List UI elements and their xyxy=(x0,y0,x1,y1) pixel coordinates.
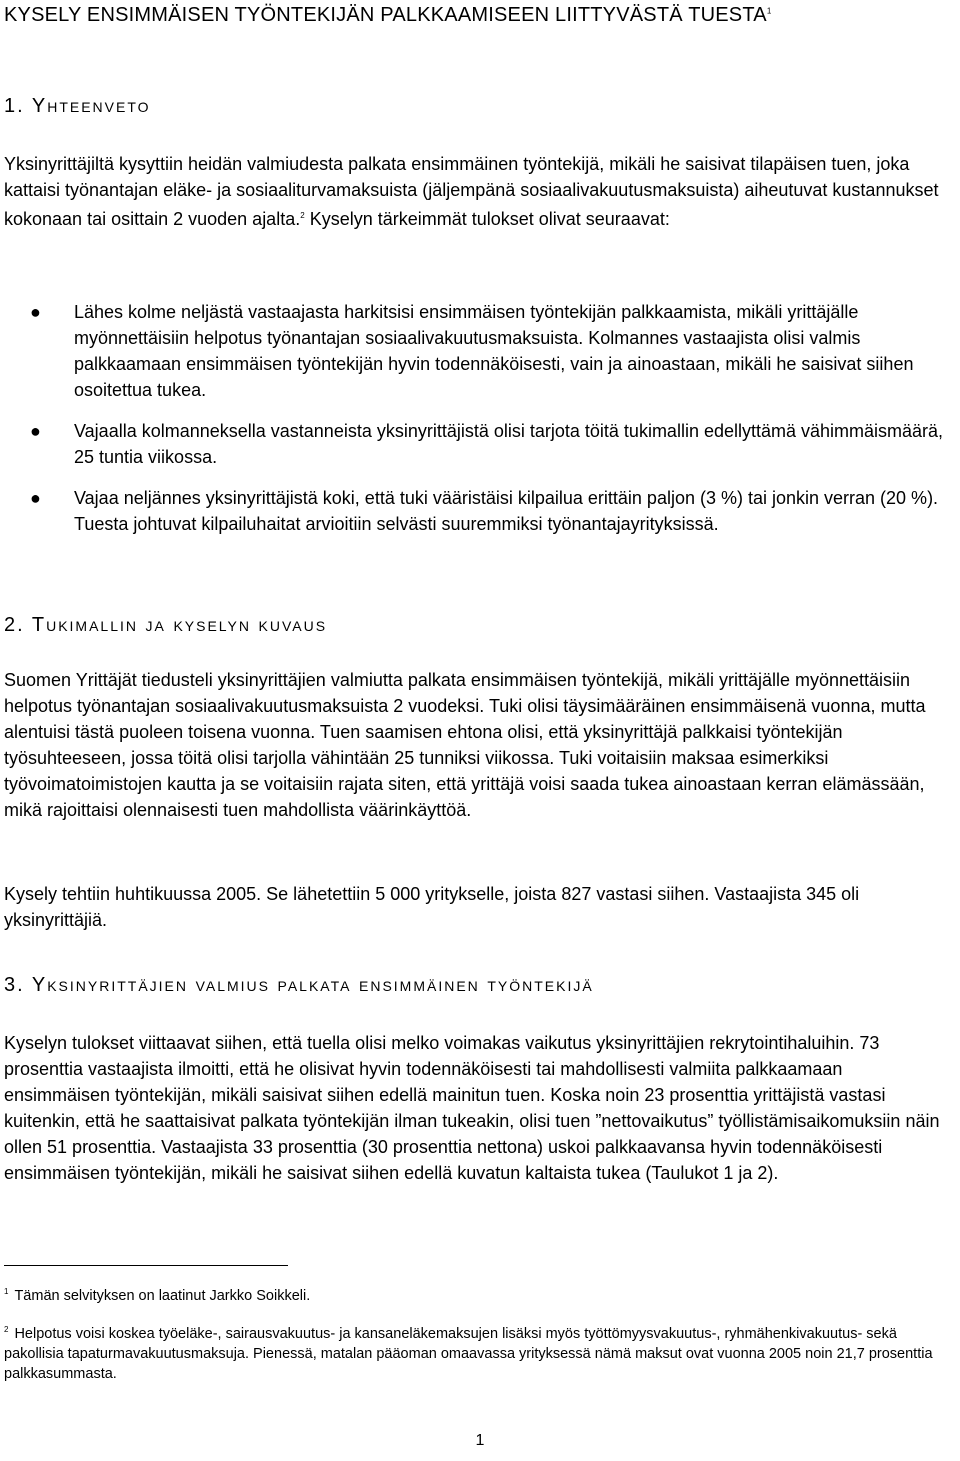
section-2-paragraph-2: Kysely tehtiin huhtikuussa 2005. Se lähetettiin 5 000 yritykselle, joista 827 vastasi siihen. Vastaajista 345 oli yksinyrittäjiä. xyxy=(4,884,860,930)
document-title-text: KYSELY ENSIMMÄISEN TYÖNTEKIJÄN PALKKAAMISEEN LIITTYVÄSTÄ TUESTA xyxy=(4,4,767,26)
footnote-1-text: Tämän selvityksen on laatinut Jarkko Soikkeli. xyxy=(14,1287,311,1304)
footnote-separator xyxy=(4,1265,288,1266)
footnote-2-number: 2 xyxy=(4,1325,9,1334)
document-title xyxy=(4,4,771,27)
summary-bullet-3 xyxy=(0,485,956,537)
page-number: 1 xyxy=(475,1432,485,1449)
title-footnote-marker: 1 xyxy=(766,6,772,16)
summary-bullet-1 xyxy=(0,299,956,403)
bullet-icon: ● xyxy=(30,421,41,441)
section-3-heading: 3. Yksinyrittäjien valmius palkata ensimmäinen työntekijä xyxy=(4,974,594,996)
summary-bullet-1-text: Lähes kolme neljästä vastaajasta harkitsisi ensimmäisen työntekijän palkkaamista, mikäli yrittäjälle myönnettäisiin helpotus työnantajan sosiaalivakuutusmaksuista. Kolmannes vastaajista olisi valmis palkkaamaan ensimmäisen työntekijän hyvin todennäköisesti, vain ja ainoastaan, mikäli he saisivat siihen osoitettua tukea. xyxy=(74,302,914,400)
section-2-heading: 2. Tukimallin ja kyselyn kuvaus xyxy=(4,614,328,636)
section-3-paragraph-1: Kyselyn tulokset viittaavat siihen, että tuella olisi melko voimakas vaikutus yksinyrittäjien rekrytointihaluihin. 73 prosenttia vastaajista ilmoitti, että he olisivat hyvin todennäköisesti tai mahdollisesti valmiita palkkaamaan ensimmäisen työntekijän, mikäli saisivat siihen edellä mainitun tuen. Koska noin 23 prosenttia yrittäjistä vastasi kuitenkin, että he saattaisivat palkata työntekijän ilman tukeakin, olisi tuen ”nettovaikutus” työllistämisaikomuksiin näin ollen 51 prosenttia. Vastaajista 33 prosenttia (30 prosenttia nettona) uskoi palkkaavansa hyvin todennäköisesti ensimmäisen työntekijän, mikäli he saisivat siihen edellä kuvatun kaltaista tukea (Taulukot 1 ja 2). xyxy=(4,1033,940,1183)
bullet-icon: ● xyxy=(30,302,41,322)
footnote-1-number: 1 xyxy=(4,1287,9,1296)
summary-bullet-2 xyxy=(0,418,956,470)
summary-bullet-2-text: Vajaalla kolmanneksella vastanneista yksinyrittäjistä olisi tarjota töitä tukimallin edellyttämä vähimmäismäärä, 25 tuntia viikossa. xyxy=(74,421,944,467)
section-2-paragraph-1: Suomen Yrittäjät tiedusteli yksinyrittäjien valmiutta palkata ensimmäisen työntekijä, mikäli yrittäjälle myönnettäisiin helpotus työnantajan sosiaalivakuutusmaksuista 2 vuodeksi. Tuki olisi täysimääräinen ensimmäisenä vuonna, mutta alentuisi tästä puoleen toisena vuonna. Tuen saamisen ehtona olisi, että yksinyrittäjä palkkaisi työntekijän työsuhteeseen, jossa töitä olisi tarjolla vähintään 25 tunniksi viikossa. Tuki voitaisiin maksaa esimerkiksi työvoimatoimistojen kautta ja se voitaisiin rajata siten, että yrittäjä voisi saada tukea ainoastaan kerran elämässään, mikä rajoittaisi olennaisesti tuen mahdollista väärinkäyttöä. xyxy=(4,670,926,820)
footnote-2 xyxy=(4,1320,952,1384)
footnote-2-text: Helpotus voisi koskea työeläke-, sairausvakuutus- ja kansaneläkemaksujen lisäksi myös työttömyysvakuutus-, ryhmähenkivakuutus- sekä pakollisia tapaturmavakuutusmaksuja. Pienessä, matalan pääoman omaavassa yrityksessä nämä maksut ovat vuonna 2005 noin 21,7 prosenttia palkkasummasta. xyxy=(4,1325,933,1382)
section-1-intro xyxy=(4,151,952,232)
summary-bullet-3-text: Vajaa neljännes yksinyrittäjistä koki, että tuki vääristäisi kilpailua erittäin paljon (3 %) tai jonkin verran (20 %). Tuesta johtuvat kilpailuhaitat arvioitiin selvästi suuremmiksi työnantajayrityksissä. xyxy=(74,488,939,534)
section-1-intro-text: Yksinyrittäjiltä kysyttiin heidän valmiudesta palkata ensimmäinen työntekijä, mikäli he saisivat tilapäisen tuen, joka kattaisi työnantajan eläke- ja sosiaaliturvamaksuista (jäljempänä sosiaalivakuutusmaksuista) aiheutuvat kustannukset kokonaan tai osittain 2 vuoden ajalta. xyxy=(4,154,939,229)
intro-footnote-marker: 2 xyxy=(300,211,305,220)
section-1-intro-lead: Kyselyn tärkeimmät tulokset olivat seuraavat: xyxy=(309,209,670,229)
summary-bullet-list xyxy=(0,299,956,552)
section-1-heading: 1. Yhteenveto xyxy=(4,95,151,117)
bullet-icon: ● xyxy=(30,488,41,508)
footnote-1 xyxy=(4,1282,952,1306)
